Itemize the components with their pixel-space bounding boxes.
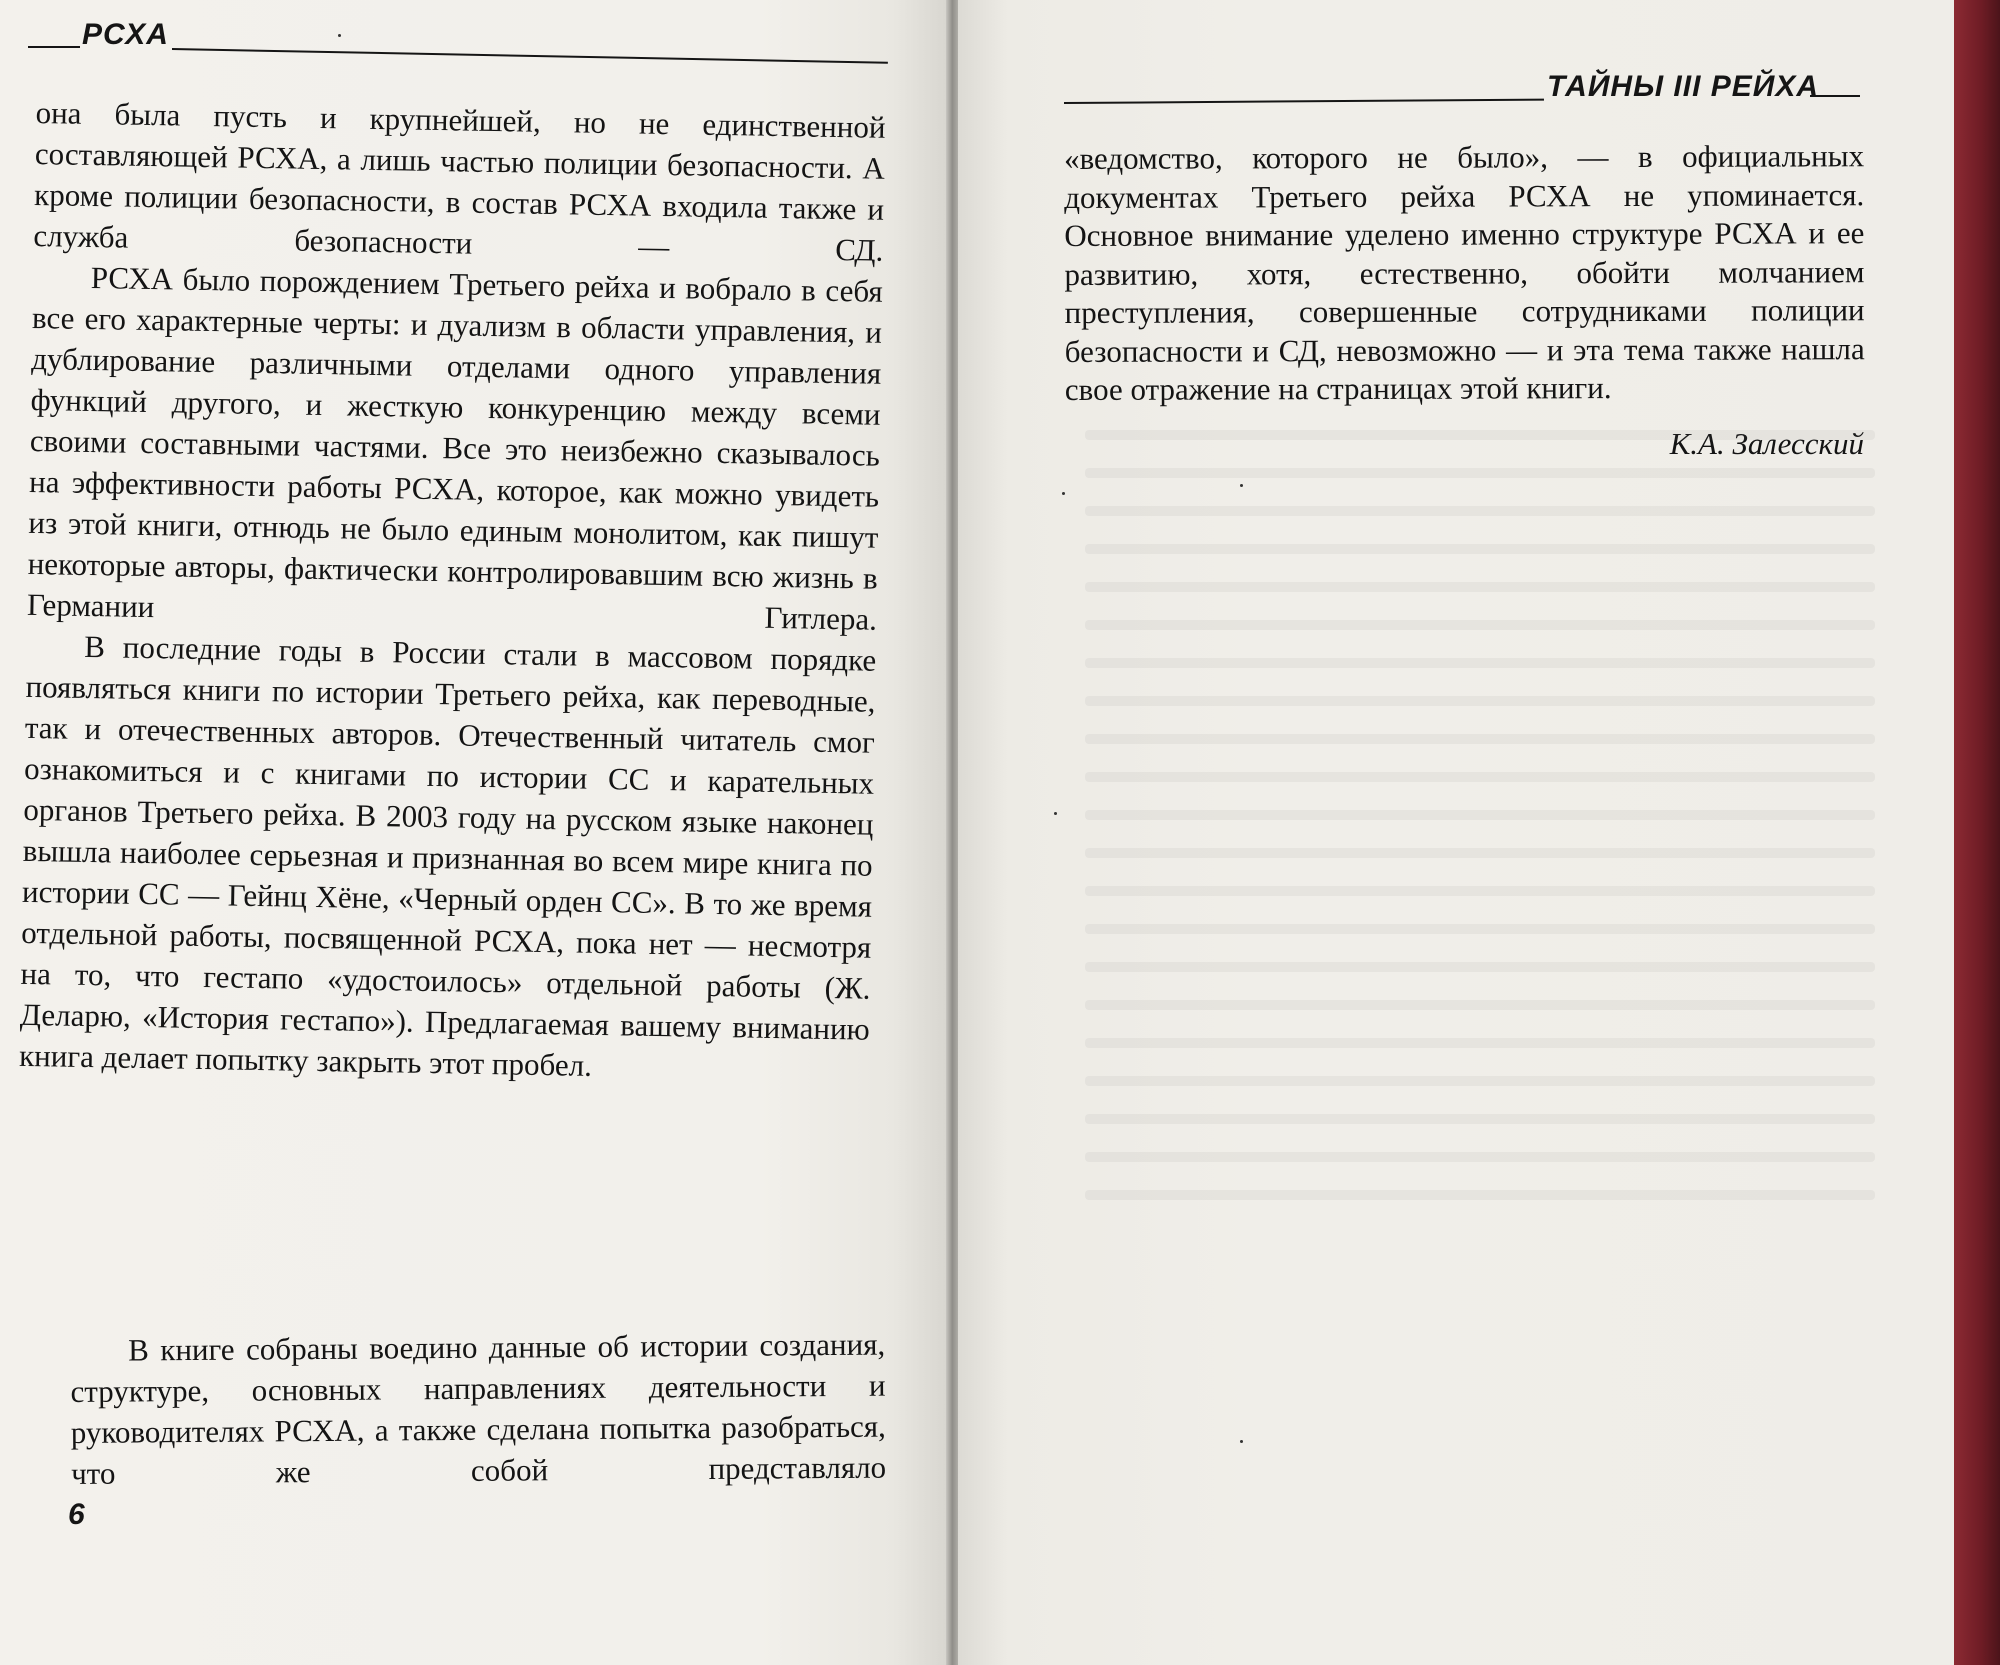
author-signature: К.А. Залесский xyxy=(1669,426,1864,461)
paragraph: «ведомство, которого не было», — в официальных документах Третьего рейха РСХА не упоминается. Основное внимание уделено именно структуре РСХА и ее развитию, хотя, естественно, обойти молчанием преступления, совершенные сотрудниками полиции безопасности и СД, невозможно — и эта тема также нашла свое отражение на страницах этой книги. xyxy=(1064,138,1865,407)
left-body-text-continued xyxy=(70,1324,886,1494)
paper-speck xyxy=(1240,484,1243,487)
header-rule-left-lead xyxy=(28,46,80,48)
paragraph: В книге собраны воедино данные об истории создания, структуре, основных направлениях деятельности и руководителях РСХА, а также сделана попытка разобраться, что же собой представляло xyxy=(70,1326,887,1491)
right-body-text xyxy=(1064,137,1865,409)
show-through-texture xyxy=(1085,430,1875,1228)
left-body-text xyxy=(19,92,886,1091)
right-running-header: ТАЙНЫ III РЕЙХА xyxy=(1547,70,1820,103)
page-number: 6 xyxy=(68,1498,85,1531)
paper-speck xyxy=(1240,1440,1243,1443)
paper-speck xyxy=(1054,812,1057,815)
paragraph: В последние годы в России стали в массовом порядке появляться книги по истории Третьего рейха, как переводные, так и отечественных авторов. Отечественный читатель смог ознакомиться и с книгами по истории СС и карательных органов Третьего рейха. В 2003 году на русском языке наконец вышла наиболее серьезная и признанная во всем мире книга по истории СС — Гейнц Хёне, «Черный орден СС». В то же время отдельной работы, посвященной РСХА, пока нет — несмотря на то, что гестапо «удостоилось» отдельной работы (Ж. Деларю, «История гестапо»). Предлагаемая вашему вниманию книга делает попытку закрыть этот пробел. xyxy=(18,628,877,1083)
paragraph: она была пусть и крупнейшей, но не единственной составляющей РСХА, а лишь частью полиции безопасности. А кроме полиции безопасности, в состав РСХА входила также и служба безопасности — СД. xyxy=(33,94,886,268)
paper-speck xyxy=(1062,492,1065,495)
book-cover-edge xyxy=(1954,0,2000,1665)
header-rule-right-tail xyxy=(1810,95,1860,97)
paragraph: РСХА было порождением Третьего рейха и вобрало в себя все его характерные черты: и дуализм в области управления, и дублирование различными отделами одного управления функций другого, и жесткую конкуренцию между всеми своими составными частями. Все это неизбежно сказывалось на эффективности работы РСХА, которое, как можно увидеть из этой книги, отнюдь не было единым монолитом, как пишут некоторые авторы, фактически контролировавшим всю жизнь в Германии Гитлера. xyxy=(26,259,883,637)
left-running-header: РСХА xyxy=(82,18,169,51)
paper-speck xyxy=(338,34,341,37)
